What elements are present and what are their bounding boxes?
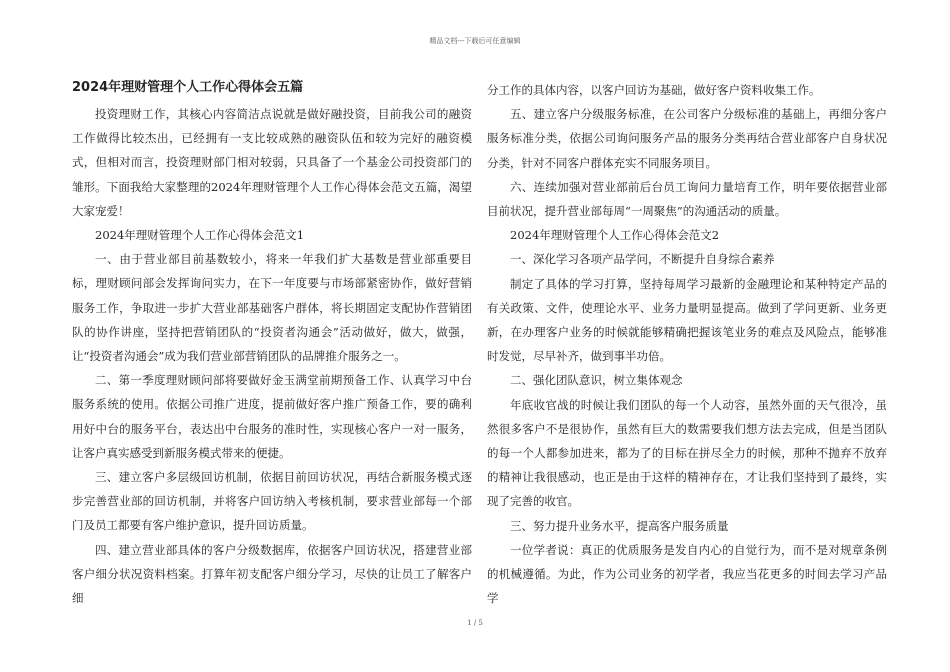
document-title: 2024年理财管理个人工作心得体会五篇 (72, 80, 304, 95)
paragraph: 一、由于营业部目前基数较小，将来一年我们扩大基数是营业部重要目标，理财顾问部会发挥询问实力，在下一年度要与市场部紧密协作，做好营销服务工作，争取进一步扩大营业部基础客户群体，将长期固定支配协作营销团队的协作讲座，坚持把营销团队的“投资者沟通会”活动做好，做大，做强，让“投资者沟通会”成为我们营业部营销团队的品牌推介服务之一。 (72, 252, 472, 364)
paragraph: 投资理财工作，其核心内容简洁点说就是做好融投资，目前我公司的融资工作做得比较杰出，已经拥有一支比较成熟的融资队伍和较为完好的融资模式，但相对而言，投资理财部门相对较弱，只具备了一个基金公司投资部门的雏形。下面我给大家整理的2024年理财管理个人工作心得体会范文五篇，渴望大家宠爱！ (72, 107, 472, 218)
paragraph-continued: 分工作的具体内容，以客户回访为基础，做好客户资料收集工作。 (487, 83, 821, 97)
paragraph: 二、第一季度理财顾问部将要做好金玉满堂前期预备工作、认真学习中台服务系统的使用。依据公司推广进度，提前做好客户推广预备工作，要的确利用好中台的服务平台，表达出中台服务的准时性，实现核心客户一对一服务，让客户真实感受到新服务模式带来的便捷。 (72, 373, 472, 460)
paragraph: 三、建立客户多层级回访机制，依据目前回访状况，再结合新服务模式逐步完善营业部的回访机制，并将客户回访纳入考核机制，要求营业部每一个部门及员工都要有客户维护意识，提升回访质量。 (72, 470, 472, 533)
paragraph: 年底收官战的时候让我们团队的每一个人动容，虽然外面的天气很冷，虽然很多客户不是很协作，虽然有巨大的数需要我们想方法去完成，但是当团队的每一个人都参加进来，都为了的目标在拼尽全力的时候，那种不抛弃不放弃的精神让我很感动，也正是由于这样的精神存在，才让我们坚持到了最终，实现了完善的收官。 (487, 397, 887, 509)
page-header: 精品文档---下载后可任意编辑 (429, 37, 521, 45)
section-heading: 2024年理财管理个人工作心得体会范文1 (95, 228, 305, 243)
page-number: 1 / 5 (467, 619, 483, 627)
left-column (72, 76, 472, 610)
right-column (487, 78, 887, 610)
paragraph: 一位学者说：真正的优质服务是发自内心的自觉行为，而不是对规章条例的机械遵循。为此，作为公司业务的初学者，我应当花更多的时间去学习产品学 (487, 542, 887, 606)
paragraph: 五、建立客户分级服务标准，在公司客户分级标准的基础上，再细分客户服务标准分类，依据公司询问服务产品的服务分类再结合营业部客户自身状况分类，针对不同客户群体充实不同服务项目。 (487, 107, 887, 170)
subheading: 二、强化团队意识，树立集体观念 (510, 373, 683, 388)
subheading: 三、努力提升业务水平，提高客户服务质量 (510, 518, 729, 533)
subheading: 一、深化学习各项产品学问，不断提升自身综合素养 (510, 252, 775, 267)
paragraph: 四、建立营业部具体的客户分级数据库，依据客户回访状况，搭建营业部客户细分状况资料档案。打算年初支配客户细分学习，尽快的让员工了解客户细 (72, 542, 472, 606)
paragraph: 六、连续加强对营业部前后台员工询问力量培育工作，明年要依据营业部目前状况，提升营业部每周“一周聚焦”的沟通活动的质量。 (487, 179, 887, 219)
section-heading: 2024年理财管理个人工作心得体会范文2 (510, 228, 720, 243)
paragraph: 制定了具体的学习打算，坚持每周学习最新的金融理论和某种特定产品的有关政策、文件，使理论水平、业务力量明显提高。做到了学问更新、业务更新，在办理客户业务的时候就能够精确把握该笔业务的难点及风险点，能够准时发觉，尽早补齐，做到事半功倍。 (487, 276, 887, 364)
